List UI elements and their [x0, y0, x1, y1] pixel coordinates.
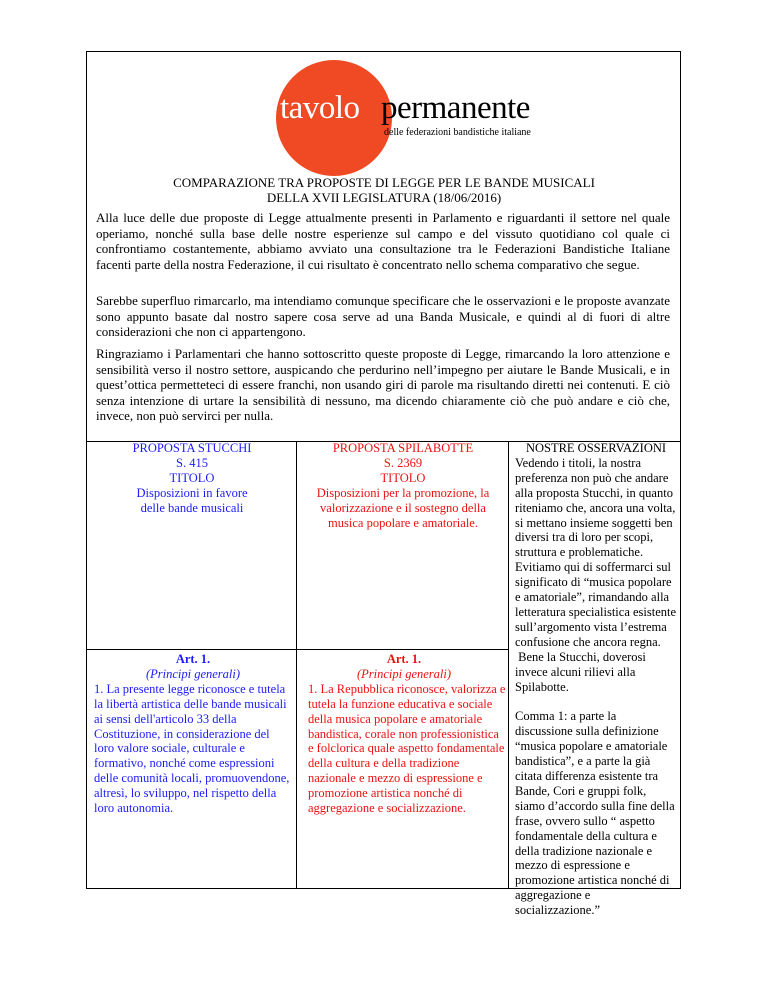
osservazioni-spacer	[515, 694, 677, 709]
intro-paragraph-3: Ringraziamo i Parlamentari che hanno sottoscritto queste proposte di Legge, rimarcando la loro attenzione e sensibilità verso il nostro settore, auspicando che perdurino nell’impegno per aiutare le Bande Musicali, e in quest’ottica permetteteci di essere franchi, non usando giri di parole ma risultando diretti nei contenuti. E ciò senza intenzione di urtare la sensibilità di nessuno, ma dicendo chiaramente ciò che può andare e ciò che, invece, non può servirci per nulla.	[96, 346, 670, 423]
stucchi-article-cell	[94, 652, 292, 816]
logo-tagline: delle federazioni bandistiche italiane	[384, 127, 531, 138]
stucchi-title-cell	[94, 441, 290, 516]
osservazioni-heading: NOSTRE OSSERVAZIONI	[525, 441, 667, 455]
spilabotte-titolo-text: Disposizioni per la promozione, la valorizzazione e il sostegno della musica popolare e amatoriale.	[316, 485, 490, 530]
osservazioni-text-1: Vedendo i titoli, la nostra preferenza non può che andare alla proposta Stucchi, in quanto riteniamo che, ancora una volta, si mettano insieme soggetti ben diversi tra di loro per scopi, struttura e problematiche. Evitiamo qui di soffermarci sul significato di “musica popolare e amatoriale”, rimandando alla letteratura specialistica esistente sull’argomento vista l’estrema confusione che ancora regna.	[515, 455, 677, 649]
spilabotte-number: S. 2369	[383, 455, 423, 470]
spilabotte-article-cell	[302, 652, 506, 816]
spilabotte-art-subtitle: (Principi generali)	[356, 666, 452, 681]
comparison-table	[86, 441, 681, 918]
stucchi-titolo-label: TITOLO	[169, 470, 215, 485]
spilabotte-art-label: Art. 1.	[386, 652, 422, 666]
stucchi-art-subtitle: (Principi generali)	[145, 666, 241, 681]
stucchi-heading: PROPOSTA STUCCHI	[132, 441, 252, 455]
stucchi-titolo-text: Disposizioni in favore delle bande musicali	[136, 485, 248, 515]
column-divider-2	[508, 441, 509, 889]
row-divider	[86, 649, 508, 650]
title-line-2: DELLA XVII LEGISLATURA (18/06/2016)	[266, 190, 502, 205]
osservazioni-text-2: Bene la Stucchi, doverosi invece alcuni rilievi alla Spilabotte.	[515, 649, 649, 694]
document-title	[96, 175, 672, 205]
stucchi-art-label: Art. 1.	[175, 652, 211, 666]
spilabotte-art-text: 1. La Repubblica riconosce, valorizza e tutela la funzione educativa e sociale della musica popolare e amatoriale bandistica, corale non professionistica e folclorica quale aspetto fondamentale della cultura e della tradizione nazionale e mezzo di espressione e promozione artistica nonché di aggregazione e socializzazione.	[308, 681, 506, 816]
title-line-1: COMPARAZIONE TRA PROPOSTE DI LEGGE PER LE BANDE MUSICALI	[173, 175, 595, 190]
spilabotte-title-cell	[302, 441, 504, 530]
spilabotte-heading: PROPOSTA SPILABOTTE	[332, 441, 474, 455]
column-divider-1	[296, 441, 297, 889]
intro-paragraph-2: Sarebbe superfluo rimarcarlo, ma intendiamo comunque specificare che le osservazioni e le proposte avanzate sono appunto basate dal nostro sapere cosa serve ad una Banda Musicale, e quindi al di fuori di altre considerazioni che non ci appartengono.	[96, 293, 670, 339]
stucchi-art-text: 1. La presente legge riconosce e tutela la libertà artistica delle bande musicali ai sensi dell'articolo 33 della Costituzione, in considerazione del loro valore sociale, culturale e formativo, nonché come espressioni delle comunità locali, promuovendone, altresì, lo sviluppo, nel rispetto della loro autonomia.	[94, 681, 290, 816]
intro-paragraph-1: Alla luce delle due proposte di Legge attualmente presenti in Parlamento e riguardanti il settore nel quale operiamo, nonché sulla base delle nostre esperienze sul campo e del vissuto quotidiano col quale ci confrontiamo costantemente, abbiamo avviato una consultazione tra le Federazioni Bandistiche Italiane facenti parte della nostra Federazione, il cui risultato è concentrato nello schema comparativo che segue.	[96, 210, 670, 272]
spilabotte-titolo-label: TITOLO	[380, 470, 426, 485]
tavolo-permanente-logo	[276, 60, 546, 180]
logo-word-tavolo: tavolo	[280, 90, 360, 126]
osservazioni-text-3: Comma 1: a parte la discussione sulla definizione “musica popolare e amatoriale bandistica”, e a parte la già citata differenza esistente tra Bande, Cori e gruppi folk, siamo d’accordo sulla fine della frase, ovvero sullo “ aspetto fondamentale della cultura e della tradizione nazionale e mezzo di espressione e promozione artistica nonché di aggregazione e socializzazione.”	[515, 709, 675, 918]
logo-word-permanente: permanente	[381, 90, 530, 126]
osservazioni-cell	[515, 441, 677, 918]
stucchi-number: S. 415	[176, 455, 208, 470]
